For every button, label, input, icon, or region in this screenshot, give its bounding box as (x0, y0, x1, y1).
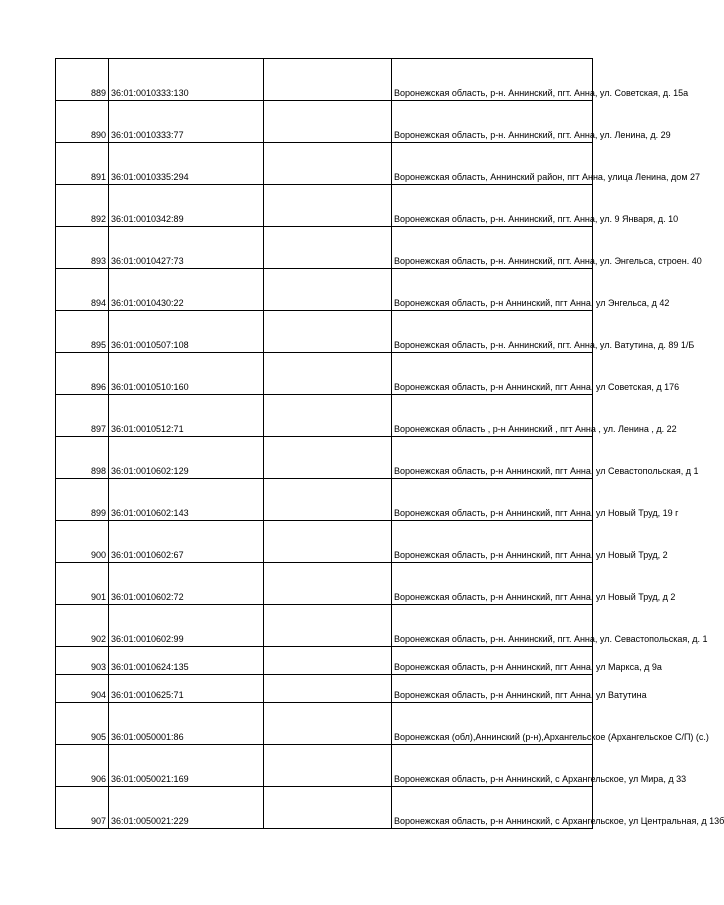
cadastral-number-cell: 36:01:0010342:89 (109, 185, 264, 227)
cadastral-number-cell: 36:01:0010602:72 (109, 563, 264, 605)
row-number-cell: 902 (56, 605, 109, 647)
table-row (56, 353, 593, 395)
registry-table-body (56, 59, 724, 829)
property-registry-table (55, 58, 724, 829)
row-number-cell: 903 (56, 647, 109, 675)
empty-cell (264, 479, 392, 521)
address-cell: Воронежская область, р-н Аннинский, пгт Анна, ул Севастопольская, д 1 (392, 437, 593, 479)
cadastral-number-cell: 36:01:0050021:169 (109, 745, 264, 787)
empty-cell (264, 745, 392, 787)
address-cell: Воронежская область, р-н. Аннинский, пгт. Анна, ул. Севастопольская, д. 1 (392, 605, 593, 647)
cadastral-number-cell: 36:01:0010602:129 (109, 437, 264, 479)
address-cell: Воронежская область, р-н Аннинский, пгт Анна, ул Ватутина (392, 675, 593, 703)
empty-cell (264, 311, 392, 353)
cadastral-number-cell: 36:01:0050001:86 (109, 703, 264, 745)
empty-cell (264, 395, 392, 437)
table-row (56, 563, 593, 605)
address-cell: Воронежская область, р-н. Аннинский, пгт. Анна, ул. Советская, д. 15а (392, 59, 593, 101)
row-number-cell: 892 (56, 185, 109, 227)
table-row (56, 479, 593, 521)
address-cell: Воронежская область , р-н Аннинский , пгт Анна , ул. Ленина , д. 22 (392, 395, 593, 437)
table-row (56, 787, 593, 829)
empty-cell (264, 521, 392, 563)
cadastral-number-cell: 36:01:0010602:67 (109, 521, 264, 563)
table-row (56, 143, 593, 185)
table-row (56, 437, 593, 479)
cadastral-number-cell: 36:01:0010512:71 (109, 395, 264, 437)
cadastral-number-cell: 36:01:0010333:130 (109, 59, 264, 101)
empty-cell (264, 269, 392, 311)
table-row (56, 101, 593, 143)
row-number-cell: 893 (56, 227, 109, 269)
address-cell: Воронежская (обл),Аннинский (р-н),Архангельское (Архангельское С/П) (с.) (392, 703, 593, 745)
table-row (56, 185, 593, 227)
row-number-cell: 895 (56, 311, 109, 353)
empty-cell (264, 59, 392, 101)
empty-cell (264, 227, 392, 269)
row-number-cell: 889 (56, 59, 109, 101)
empty-cell (264, 605, 392, 647)
cadastral-number-cell: 36:01:0010333:77 (109, 101, 264, 143)
empty-cell (264, 675, 392, 703)
address-cell: Воронежская область, р-н Аннинский, пгт Анна, ул Новый Труд, 2 (392, 521, 593, 563)
address-cell: Воронежская область, р-н Аннинский, с Архангельское, ул Мира, д 33 (392, 745, 593, 787)
cadastral-number-cell: 36:01:0010625:71 (109, 675, 264, 703)
cadastral-number-cell: 36:01:0050021:229 (109, 787, 264, 829)
row-number-cell: 907 (56, 787, 109, 829)
address-cell: Воронежская область, р-н Аннинский, пгт Анна, ул Новый Труд, д 2 (392, 563, 593, 605)
cadastral-number-cell: 36:01:0010624:135 (109, 647, 264, 675)
cadastral-number-cell: 36:01:0010335:294 (109, 143, 264, 185)
cadastral-number-cell: 36:01:0010602:143 (109, 479, 264, 521)
address-cell: Воронежская область, р-н Аннинский, пгт Анна, ул Энгельса, д 42 (392, 269, 593, 311)
empty-cell (264, 437, 392, 479)
row-number-cell: 897 (56, 395, 109, 437)
address-cell: Воронежская область, р-н Аннинский, пгт Анна, ул Советская, д 176 (392, 353, 593, 395)
table-row (56, 521, 593, 563)
row-number-cell: 901 (56, 563, 109, 605)
row-number-cell: 900 (56, 521, 109, 563)
row-number-cell: 898 (56, 437, 109, 479)
address-cell: Воронежская область, р-н Аннинский, пгт Анна, ул Маркса, д 9а (392, 647, 593, 675)
row-number-cell: 894 (56, 269, 109, 311)
table-row (56, 227, 593, 269)
table-row (56, 311, 593, 353)
empty-cell (264, 787, 392, 829)
empty-cell (264, 185, 392, 227)
table-row (56, 269, 593, 311)
table-row (56, 703, 593, 745)
address-cell: Воронежская область, р-н Аннинский, пгт Анна, ул Новый Труд, 19 г (392, 479, 593, 521)
cadastral-number-cell: 36:01:0010507:108 (109, 311, 264, 353)
cadastral-number-cell: 36:01:0010510:160 (109, 353, 264, 395)
address-cell: Воронежская область, р-н. Аннинский, пгт. Анна, ул. Ленина, д. 29 (392, 101, 593, 143)
empty-cell (264, 101, 392, 143)
empty-cell (264, 703, 392, 745)
cadastral-number-cell: 36:01:0010427:73 (109, 227, 264, 269)
table-row (56, 675, 593, 703)
address-cell: Воронежская область, р-н Аннинский, с Архангельское, ул Центральная, д 13б (392, 787, 593, 829)
row-number-cell: 890 (56, 101, 109, 143)
row-number-cell: 899 (56, 479, 109, 521)
row-number-cell: 905 (56, 703, 109, 745)
empty-cell (264, 353, 392, 395)
address-cell: Воронежская область, р-н. Аннинский, пгт. Анна, ул. Энгельса, строен. 40 (392, 227, 593, 269)
table-row (56, 647, 593, 675)
table-row (56, 395, 593, 437)
cadastral-number-cell: 36:01:0010602:99 (109, 605, 264, 647)
empty-cell (264, 647, 392, 675)
table-row (56, 605, 593, 647)
address-cell: Воронежская область, р-н. Аннинский, пгт. Анна, ул. 9 Января, д. 10 (392, 185, 593, 227)
row-number-cell: 906 (56, 745, 109, 787)
empty-cell (264, 563, 392, 605)
empty-cell (264, 143, 392, 185)
cadastral-number-cell: 36:01:0010430:22 (109, 269, 264, 311)
address-cell: Воронежская область, р-н. Аннинский, пгт. Анна, ул. Ватутина, д. 89 1/Б (392, 311, 593, 353)
address-cell: Воронежская область, Аннинский район, пгт Анна, улица Ленина, дом 27 (392, 143, 593, 185)
table-row (56, 745, 593, 787)
row-number-cell: 891 (56, 143, 109, 185)
row-number-cell: 904 (56, 675, 109, 703)
table-row (56, 59, 593, 101)
row-number-cell: 896 (56, 353, 109, 395)
